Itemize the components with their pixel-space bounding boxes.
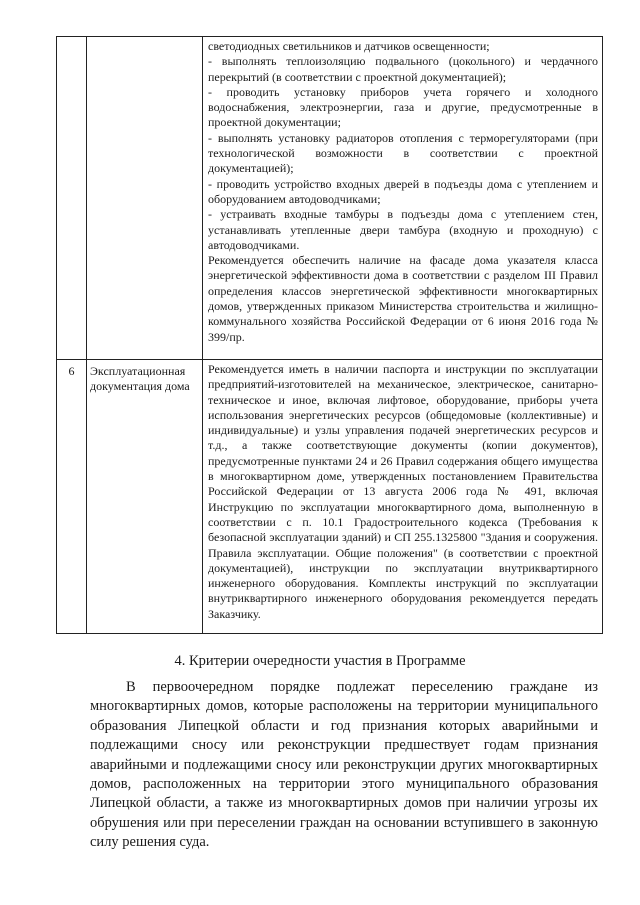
table-row [57, 37, 603, 360]
row-text-cell [203, 360, 603, 634]
table-row [57, 360, 603, 634]
row-paragraph: - устраивать входные тамбуры в подъезды дома с утеплением стен, устанавливать утепленные двери тамбура (входную и проходную) с автодоводчиками. [208, 207, 598, 252]
row-name-cell: Эксплуатационная документация дома [87, 360, 203, 634]
row-paragraph: Рекомендуется иметь в наличии паспорта и инструкции по эксплуатации предприятий-изготовителей на механическое, электрическое, санитарно-техническое и иное, включая лифтовое, оборудование, приборы учета использования энергетических ресурсов (общедомовые (коллективные) и индивидуальные) и узлы управления подачей энергетических ресурсов и т.д., а также соответствующие документы (копии документов), предусмотренные пунктами 24 и 26 Правил содержания общего имущества в многоквартирном доме, утвержденных постановлением Правительства Российской Федерации от 13 августа 2006 года № 491, включая Инструкцию по эксплуатации многоквартирного дома, выполненную в соответствии с п. 10.1 Градостроительного кодекса (Требования к безопасной эксплуатации зданий) и СП 255.1325800 "Здания и сооружения. Правила эксплуатации. Общие положения" (в соответствии с проектной документацией), инструкции по эксплуатации внутриквартирного инженерного оборудования. Комплекты инструкций по эксплуатации внутриквартирного инженерного оборудования рекомендуется передать Заказчику. [208, 362, 598, 621]
row-name-cell [87, 37, 203, 360]
row-paragraph: Рекомендуется обеспечить наличие на фасаде дома указателя класса энергетической эффективности дома в соответствии с разделом III Правил определения классов энергетической эффективности многоквартирных домов, утвержденных приказом Министерства строительства и жилищно-коммунального хозяйства Российской Федерации от 6 июня 2016 года № 399/пр. [208, 253, 598, 344]
row-number-cell: 6 [57, 360, 87, 634]
row-paragraph: - проводить устройство входных дверей в подъезды дома с утеплением и оборудованием автодоводчиками; [208, 176, 598, 206]
row-paragraph: светодиодных светильников и датчиков освещенности; [208, 39, 490, 53]
row-paragraph: - выполнять установку радиаторов отопления с терморегуляторами (при технологической возможности в соответствии с проектной документацией); [208, 130, 598, 176]
row-paragraph: - проводить установку приборов учета горячего и холодного водоснабжения, электроэнергии, газа и другие, предусмотренные в проектной документации; [208, 84, 598, 130]
row-paragraph: - выполнять теплоизоляцию подвального (цокольного) и чердачного перекрытий (в соответствии с проектной документацией); [208, 54, 598, 84]
section-heading: 4. Критерии очередности участия в Программе [174, 653, 466, 669]
requirements-table [56, 36, 603, 634]
row-text-cell [203, 37, 603, 360]
row-number-cell [57, 37, 87, 360]
section-paragraph: В первоочередном порядке подлежат переселению граждане из многоквартирных домов, которые расположены на территории муниципального образования Липецкой области и год признания которых аварийными и подлежащими сносу или реконструкции предшествует годам признания аварийными и подлежащими сносу или реконструкции других многоквартирных домов, расположенных на территории этого муниципального образования Липецкой области, а также из многоквартирных домов при наличии угрозы их обрушения или при переселении граждан на основании вступившего в законную силу решения суда. [90, 679, 598, 851]
